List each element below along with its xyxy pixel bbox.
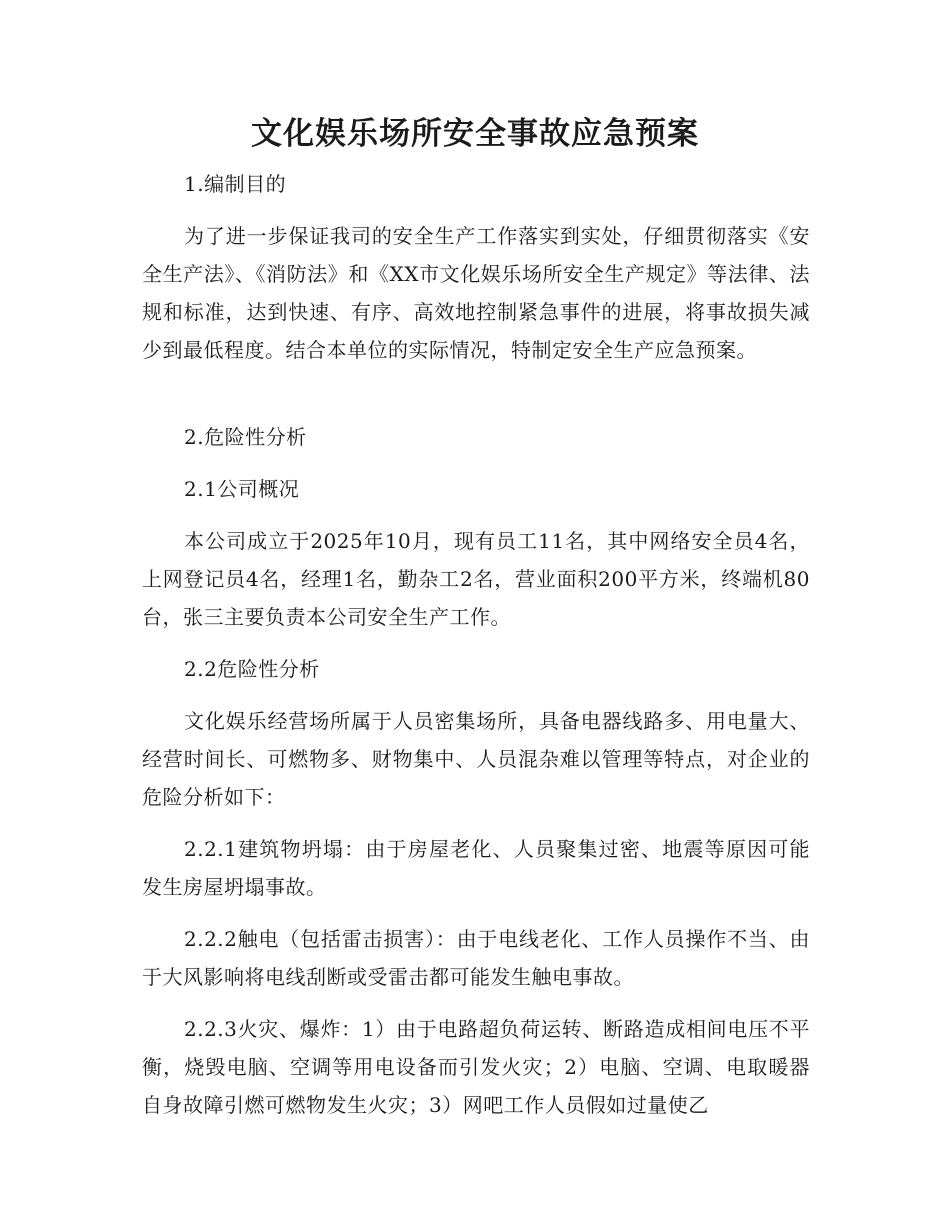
section-heading-company-overview: 2.1公司概况	[184, 477, 300, 501]
paragraph-company-overview: 本公司成立于2025年10月，现有员工11名，其中网络安全员4名，上网登记员4名，经理1名，勤杂工2名，营业面积200平方米，终端机80台，张三主要负责本公司安全生产工作。	[142, 529, 810, 629]
section-heading-purpose: 1.编制目的	[184, 172, 287, 196]
paragraph-building-collapse: 2.2.1建筑物坍塌：由于房屋老化、人员聚集过密、地震等原因可能发生房屋坍塌事故。	[142, 837, 810, 899]
section-heading-risk-analysis: 2.2危险性分析	[184, 657, 320, 681]
document-title: 文化娱乐场所安全事故应急预案	[251, 116, 699, 152]
paragraph-electric-shock: 2.2.2触电（包括雷击损害）：由于电线老化、工作人员操作不当、由于大风影响将电线刮断或受雷击都可能发生触电事故。	[142, 927, 810, 989]
paragraph-fire-explosion: 2.2.3火灾、爆炸：1）由于电路超负荷运转、断路造成相间电压不平衡，烧毁电脑、空调等用电设备而引发火灾；2）电脑、空调、电取暖器自身故障引燃可燃物发生火灾；3）网吧工作人员假如过量使乙	[142, 1017, 810, 1117]
section-heading-risk: 2.危险性分析	[184, 425, 307, 449]
paragraph-purpose: 为了进一步保证我司的安全生产工作落实到实处，仔细贯彻落实《安全生产法》、《消防法》和《XX市文化娱乐场所安全生产规定》等法律、法规和标准，达到快速、有序、高效地控制紧急事件的进展，将事故损失减少到最低程度。结合本单位的实际情况，特制定安全生产应急预案。	[142, 224, 810, 362]
paragraph-risk-analysis: 文化娱乐经营场所属于人员密集场所，具备电器线路多、用电量大、经营时间长、可燃物多、财物集中、人员混杂难以管理等特点，对企业的危险分析如下：	[142, 709, 810, 809]
